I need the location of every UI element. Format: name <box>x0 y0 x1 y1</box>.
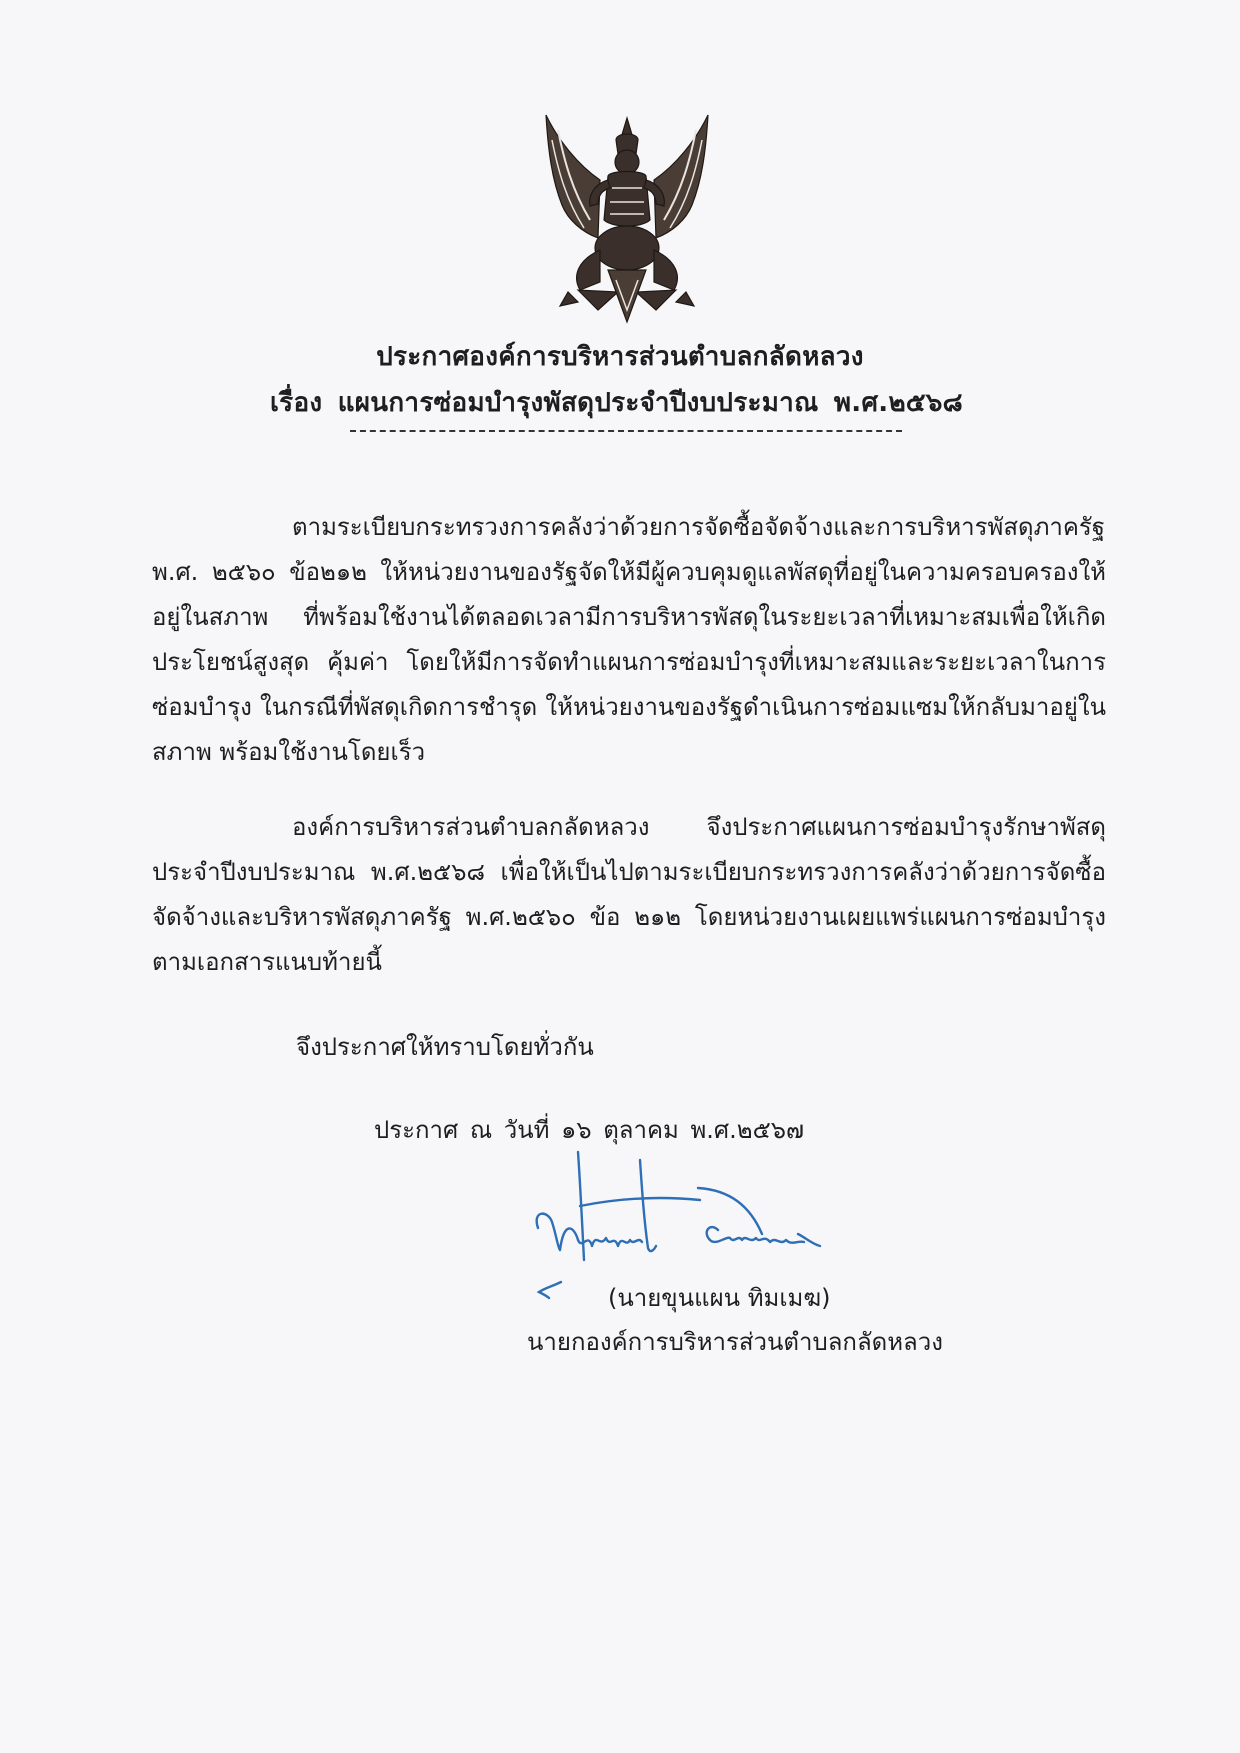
signatory-position: นายกองค์การบริหารส่วนตำบลกลัดหลวง <box>527 1328 943 1356</box>
ink-mark-icon <box>535 1278 565 1300</box>
garuda-emblem-icon <box>538 110 716 325</box>
announcement-date: ประกาศ ณ วันที่ ๑๖ ตุลาคม พ.ศ.๒๕๖๗ <box>374 1116 805 1144</box>
body-paragraph-1: ตามระเบียบกระทรวงการคลังว่าด้วยการจัดซื้อจัดจ้างและการบริหารพัสดุภาครัฐ พ.ศ. ๒๕๖๐ ข้อ๒๑๒ ให้หน่วยงานของรัฐจัดให้มีผู้ควบคุมดูแลพัสดุที่อยู่ในความครอบครองให้อยู่ในสภาพ ที่พร้อมใช้งานได้ตลอดเวลามีการบริหารพัสดุในระยะเวลาที่เหมาะสมเพื่อให้เกิดประโยชน์สูงสุด คุ้มค่า โดยให้มีการจัดทำแผนการซ่อมบำรุงที่เหมาะสมและระยะเวลาในการซ่อมบำรุง ในกรณีที่พัสดุเกิดการชำรุด ให้หน่วยงานของรัฐดำเนินการซ่อมแซมให้กลับมาอยู่ในสภาพ พร้อมใช้งานโดยเร็ว <box>152 513 1106 766</box>
signatory-name: (นายขุนแผน ทิมเมฆ) <box>608 1284 831 1312</box>
title-divider <box>350 430 902 432</box>
handwritten-signature <box>530 1150 850 1280</box>
body-paragraph-2: องค์การบริหารส่วนตำบลกลัดหลวง จึงประกาศแผนการซ่อมบำรุงรักษาพัสดุประจำปีงบประมาณ พ.ศ.๒๕๖๘ เพื่อให้เป็นไปตามระเบียบกระทรวงการคลังว่าด้วยการจัดซื้อจัดจ้างและบริหารพัสดุภาครัฐ พ.ศ.๒๕๖๐ ข้อ ๒๑๒ โดยหน่วยงานเผยแพร่แผนการซ่อมบำรุงตามเอกสารแนบท้ายนี้ <box>152 813 1106 976</box>
announcement-title: ประกาศองค์การบริหารส่วนตำบลกลัดหลวง <box>376 342 864 372</box>
announcement-subject: เรื่อง แผนการซ่อมบำรุงพัสดุประจำปีงบประมาณ พ.ศ.๒๕๖๘ <box>270 388 964 418</box>
closing-statement: จึงประกาศให้ทราบโดยทั่วกัน <box>296 1033 594 1061</box>
